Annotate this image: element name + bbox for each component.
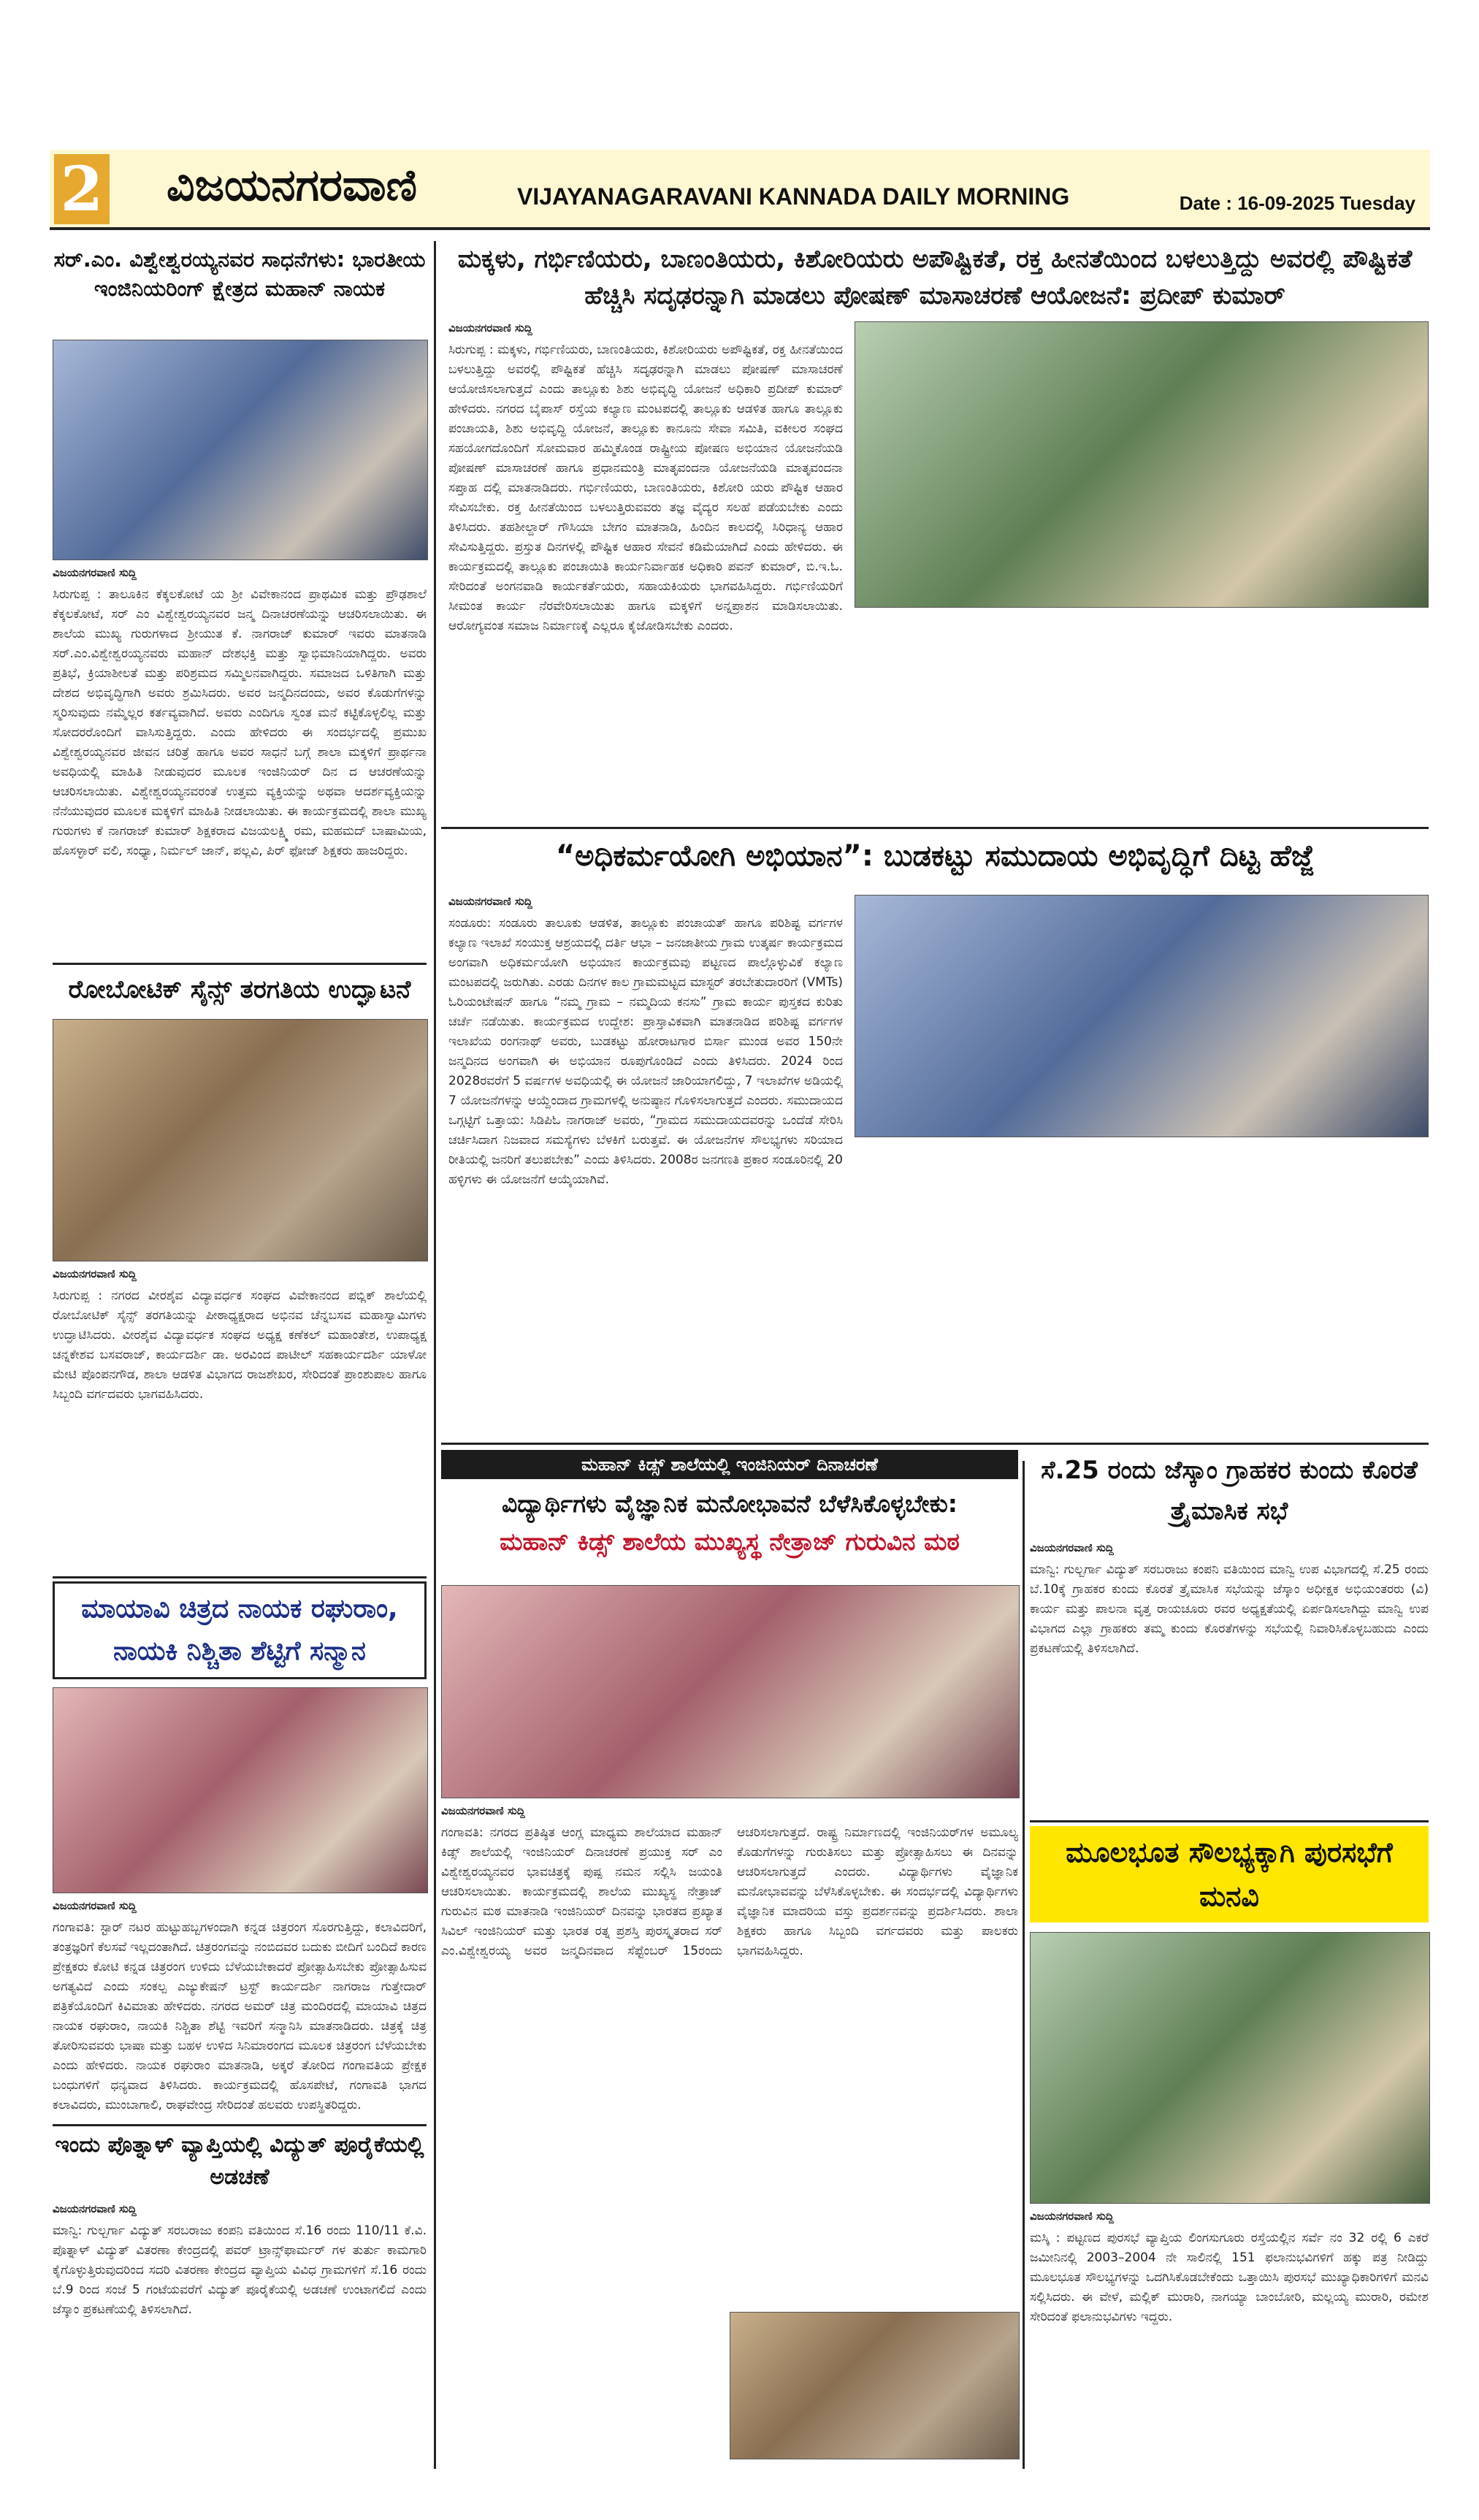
section-divider (53, 1576, 427, 1578)
headline: “ಅಧಿಕರ್ಮಯೋಗಿ ಅಭಿಯಾನ”: ಬುಡಕಟ್ಟು ಸಮುದಾಯ ಅಭಿವೃದ್ಧಿಗೆ ದಿಟ್ಟ ಹೆಜ್ಜೆ (555, 839, 1315, 873)
headline: ಸರ್.ಎಂ. ವಿಶ್ವೇಶ್ವರಯ್ಯನವರ ಸಾಧನೆಗಳು: ಭಾರತೀಯ ಇಂಜಿನಿಯರಿಂಗ್ ಕ್ಷೇತ್ರದ ಮಹಾನ್ ನಾಯಕ (53, 247, 426, 301)
masthead (50, 150, 1430, 230)
article-body: ಮಸ್ಕಿ : ಪಟ್ಟಣದ ಪುರಸಭೆ ವ್ಯಾಪ್ತಿಯ ಲಿಂಗಸುಗೂರು ರಸ್ತೆಯಲ್ಲಿನ ಸರ್ವೆ ನಂ 32 ರಲ್ಲಿ 6 ಎಕರೆ ಜಮೀನಿನಲ್ಲಿ 2003–2004 ನೇ ಸಾಲಿನಲ್ಲಿ 151 ಫಲಾನುಭವಿಗಳಿಗೆ ಹಕ್ಕು ಪತ್ರ ನೀಡಿದ್ದು ಮೂಲಭೂತ ಸೌಲಭ್ಯಗಳನ್ನು ಒದಗಿಸಿಕೊಡಬೇಕೆಂದು ಒತ್ತಾಯಿಸಿ ಪುರಸಭೆ ಮುಖ್ಯಾಧಿಕಾರಿಗಳಿಗೆ ಮನವಿ ಸಲ್ಲಿಸಿದರು. ಈ ವೇಳೆ, ಮಲ್ಲಿಕ್ ಮುರಾರಿ, ನಾಗಯ್ಯಾ ಬಾಂಬೋರಿ, ಮಲ್ಲಯ್ಯ ಮುರಾರಿ, ರಮೇಶ ಸೇರಿದಂತೆ ಫಲಾನುಭವಿಗಳು ಇದ್ದರು. (1030, 2231, 1429, 2324)
article-robotic-science (53, 968, 427, 1574)
byline: ವಿಜಯನಗರವಾಣಿ ಸುದ್ದಿ (53, 2202, 137, 2215)
column-rule (434, 241, 436, 2469)
photo-poshan-event (855, 321, 1429, 608)
article-body: ಮಾನ್ವಿ: ಗುಲ್ಬರ್ಗಾ ವಿದ್ಯುತ್ ಸರಬರಾಜು ಕಂಪನಿ ವತಿಯಿಂದ ಸೆ.16 ರಂದು 110/11 ಕೆ.ವಿ. ಪೊತ್ನಾಳ್ ವಿದ್ಯುತ್ ವಿತರಣಾ ಕೇಂದ್ರದಲ್ಲಿ ಪವರ್ ಟ್ರಾನ್ಸ್‌ಫಾರ್ಮರ್ ಗಳ ತುರ್ತು ಕಾಮಗಾರಿ ಕೈಗೊಳ್ಳುತ್ತಿರುವುದರಿಂದ ಸದರಿ ವಿತರಣಾ ಕೇಂದ್ರದ ವ್ಯಾಪ್ತಿಯ ವಿವಿಧ ಗ್ರಾಮಗಳಿಗೆ ಸೆ.16 ರಂದು ಬೆ.9 ರಿಂದ ಸಂಜೆ 5 ಗಂಟೆಯವರೆಗೆ ವಿದ್ಯುತ್ ಪೂರೈಕೆಯಲ್ಲಿ ಅಡಚಣೆ ಉಂಟಾಗಲಿದೆ ಎಂದು ಜೆಸ್ಕಾಂ ಪ್ರಕಟಣೆಯಲ್ಲಿ ತಿಳಿಸಲಾಗಿದೆ. (53, 2223, 427, 2317)
byline: ವಿಜಯನಗರವಾಣಿ ಸುದ್ದಿ (1030, 1541, 1114, 1554)
section-divider (1030, 1820, 1429, 1822)
photo-students-seated (730, 2312, 1020, 2459)
article-body: ಸಿರುಗುಪ್ಪ : ತಾಲೂಕಿನ ಕೆಕ್ಕಲಕೋಟೆ ಯ ಶ್ರೀ ವಿವೇಕಾನಂದ ಪ್ರಾಥಮಿಕ ಮತ್ತು ಪ್ರೌಢಶಾಲೆ ಕೆಕ್ಕಲಕೋಟೆ, ಸರ್ ಎಂ ವಿಶ್ವೇಶ್ವರಯ್ಯನವರ ಜನ್ಮ ದಿನಾಚರಣೆಯನ್ನು ಆಚರಿಸಲಾಯಿತು. ಈ ಶಾಲೆಯ ಮುಖ್ಯ ಗುರುಗಳಾದ ಶ್ರೀಯುತ ಕೆ. ನಾಗರಾಜ್ ಕುಮಾರ್ ಇವರು ಮಾತನಾಡಿ ಸರ್.ಎಂ.ವಿಶ್ವೇಶ್ವರಯ್ಯನವರು ಮಹಾನ್ ದೇಶಭಕ್ತಿ ಮತ್ತು ಸ್ವಾಭಿಮಾನಿಯಾಗಿದ್ದರು. ಅವರು ಪ್ರತಿಭೆ, ಕ್ರಿಯಾಶೀಲತೆ ಮತ್ತು ಪರಿಶ್ರಮದ ಸಮ್ಮಿಲನವಾಗಿದ್ದರು. ಸಮಾಜದ ಒಳಿತಿಗಾಗಿ ಮತ್ತು ದೇಶದ ಅಭಿವೃದ್ಧಿಗಾಗಿ ಅವರು ಶ್ರಮಿಸಿದರು. ಅವರ ಜನ್ಮದಿನದಂದು, ಅವರ ಕೊಡುಗೆಗಳನ್ನು ಸ್ಮರಿಸುವುದು ನಮ್ಮೆಲ್ಲರ ಕರ್ತವ್ಯವಾಗಿದೆ. ಅವರು ಎಂದಿಗೂ ಸ್ವಂತ ಮನೆ ಕಟ್ಟಿಕೊಳ್ಳಲಿಲ್ಲ ಮತ್ತು ಸೋದರರೊಂದಿಗೆ ವಾಸಿಸುತ್ತಿದ್ದರು. ಎಂದು ಹೇಳಿದರು ಈ ಸಂದರ್ಭದಲ್ಲಿ ಪ್ರಮುಖ ವಿಶ್ವೇಶ್ವರಯ್ಯನವರ ಜೀವನ ಚರಿತ್ರೆ ಹಾಗೂ ಅವರ ಸಾಧನೆ ಬಗ್ಗೆ ಶಾಲಾ ಮಕ್ಕಳಿಗೆ ಪ್ರಾರ್ಥನಾ ಅವಧಿಯಲ್ಲಿ ಮಾಹಿತಿ ನೀಡುವುದರ ಮೂಲಕ ಇಂಜಿನಿಯರ್ ದಿನ ದ ಆಚರಣೆಯನ್ನು ಆಚರಿಸಲಾಯಿತು. ವಿಶ್ವೇಶ್ವರಯ್ಯನವರಂತೆ ಉತ್ತಮ ವ್ಯಕ್ತಿಯನ್ನು ಅಥವಾ ಆದರ್ಶವ್ಯಕ್ತಿಯನ್ನು ನೆನೆಯುವುದರ ಮೂಲಕ ಮಕ್ಕಳಿಗೆ ಮಾಹಿತಿ ನೀಡಲಾಯಿತು. ಈ ಕಾರ್ಯಕ್ರಮದಲ್ಲಿ ಶಾಲಾ ಮುಖ್ಯ ಗುರುಗಳು ಕೆ ನಾಗರಾಜ್ ಕುಮಾರ್ ಶಿಕ್ಷಕರಾದ ವಿಜಯಲಕ್ಷ್ಮಿ ರಮ, ಮಹಮದ್ ಬಾಷಾಮಿಯ, ಹೊಸಳ್ಳಾರ್ ವಲಿ, ಸಂಧ್ಯಾ, ನಿರ್ಮಲ್ ಜಾನ್, ಪಲ್ಲವಿ, ಪಿರ್ ಫೋಜ್ ಶಿಕ್ಷಕರು ಹಾಜರಿದ್ದರು. (53, 587, 427, 858)
headline: ಸೆ.25 ರಂದು ಜೆಸ್ಕಾಂ ಗ್ರಾಹಕರ ಕುಂದು ಕೊರತೆ ತ್ರೈಮಾಸಿಕ ಸಭೆ (1041, 1456, 1418, 1526)
headline: ಮಕ್ಕಳು, ಗರ್ಭಿಣಿಯರು, ಬಾಣಂತಿಯರು, ಕಿಶೋರಿಯರು ಅಪೌಷ್ಟಿಕತೆ, ರಕ್ತ ಹೀನತೆಯಿಂದ ಬಳಲುತ್ತಿದ್ದು ಅವರಲ್ಲಿ ಪೌಷ್ಟಿಕತೆ ಹೆಚ್ಚಿಸಿ ಸದೃಢರನ್ನಾಗಿ ಮಾಡಲು ಪೋಷಣ್ ಮಾಸಾಚರಣೆ ಆಯೋಜನೆ: ಪ್ರದೀಪ್ ಕುಮಾರ್ (457, 245, 1413, 310)
section-divider (441, 1443, 1429, 1445)
byline: ವಿಜಯನಗರವಾಣಿ ಸುದ್ದಿ (1030, 2210, 1114, 2223)
photo-robotic-class (53, 1019, 428, 1261)
paper-name-english: VIJAYANAGARAVANI KANNADA DAILY MORNING (517, 183, 1070, 210)
byline: ವಿಜಯನಗರವಾಣಿ ಸುದ್ದಿ (53, 566, 137, 579)
article-mayavi-film (53, 1581, 427, 2122)
photo-students (53, 340, 428, 560)
section-divider (53, 963, 427, 965)
article-gescom-meeting (1030, 1450, 1429, 1815)
photo-memorandum (1030, 1932, 1430, 2204)
article-visvesvaraya (53, 245, 427, 961)
headline: ಮಾಯಾವಿ ಚಿತ್ರದ ನಾಯಕ ರಘುರಾಂ, ನಾಯಕಿ ನಿಶ್ಚಿತಾ ಶೆಟ್ಟಿಗೆ ಸನ್ಮಾನ (53, 1581, 427, 1679)
photo-school-event (441, 1585, 1020, 1798)
tagline: ಮಹಾನ್ ಕಿಡ್ಸ್ ಶಾಲೆಯಲ್ಲಿ ಇಂಜಿನಿಯರ್ ದಿನಾಚರಣೆ (441, 1450, 1018, 1479)
headline: ವಿದ್ಯಾರ್ಥಿಗಳು ವೈಜ್ಞಾನಿಕ ಮನೋಭಾವನೆ ಬೆಳೆಸಿಕೊಳ್ಳಬೇಕು: (501, 1489, 958, 1518)
section-divider (441, 827, 1429, 829)
photo-campaign-launch (855, 895, 1429, 1137)
photo-felicitation (53, 1687, 428, 1893)
byline: ವಿಜಯನಗರವಾಣಿ ಸುದ್ದಿ (448, 895, 532, 908)
headline: ಇಂದು ಪೊತ್ನಾಳ್ ವ್ಯಾಪ್ತಿಯಲ್ಲಿ ವಿದ್ಯುತ್ ಪೂರೈಕೆಯಲ್ಲಿ ಅಡಚಣೆ (55, 2132, 424, 2190)
byline: ವಿಜಯನಗರವಾಣಿ ಸುದ್ದಿ (448, 321, 532, 335)
byline: ವಿಜಯನಗರವಾಣಿ ಸುದ್ದಿ (53, 1267, 137, 1280)
article-body: ಮಾನ್ವಿ: ಗುಲ್ಬರ್ಗಾ ವಿದ್ಯುತ್ ಸರಬರಾಜು ಕಂಪನಿ ವತಿಯಿಂದ ಮಾನ್ವಿ ಉಪ ವಿಭಾಗದಲ್ಲಿ ಸೆ.25 ರಂದು ಬೆ.10ಕ್ಕೆ ಗ್ರಾಹಕರ ಕುಂದು ಕೊರತೆ ತ್ರೈಮಾಸಿಕ ಸಭೆಯನ್ನು ಜೆಸ್ಕಾಂ ಅಧೀಕ್ಷಕ ಅಭಿಯಂತರರು (ವಿ) ಕಾರ್ಯ ಮತ್ತು ಪಾಲನಾ ವೃತ್ತ ರಾಯಚೂರು ರವರ ಅಧ್ಯಕ್ಷತೆಯಲ್ಲಿ ಏರ್ಪಡಿಸಲಾಗಿದ್ದು ಮಾನ್ವಿ ಉಪ ವಿಭಾಗದ ಎಲ್ಲಾ ಗ್ರಾಹಕರು ತಮ್ಮ ಕುಂದು ಕೊರತೆಗಳನ್ನು ಸಭೆಯಲ್ಲಿ ನಿವಾರಿಸಿಕೊಳ್ಳಬಹುದು ಎಂದು ಪ್ರಕಟಣೆಯಲ್ಲಿ ತಿಳಿಸಲಾಗಿದೆ. (1030, 1562, 1429, 1656)
column-rule (1023, 1461, 1025, 2469)
issue-date: Date : 16-09-2025 Tuesday (1179, 192, 1415, 214)
sub-headline: ಮಹಾನ್ ಕಿಡ್ಸ್ ಶಾಲೆಯ ಮುಖ್ಯಸ್ಥ ನೇತ್ರಾಜ್ ಗುರುವಿನ ಮಠ (500, 1527, 960, 1556)
article-basic-facilities (1030, 1826, 1429, 2469)
article-body: ಸಿರುಗುಪ್ಪ : ನಗರದ ವೀರಶೈವ ವಿದ್ಯಾವರ್ಧಕ ಸಂಘದ ವಿವೇಕಾನಂದ ಪಬ್ಲಿಕ್ ಶಾಲೆಯಲ್ಲಿ ರೋಬೋಟಿಕ್ ಸೈನ್ಸ್ ತರಗತಿಯನ್ನು ಪೀಠಾಧ್ಯಕ್ಷರಾದ ಅಭಿನವ ಚೆನ್ನಬಸವ ಮಹಾಸ್ವಾಮಿಗಳು ಉದ್ಘಾಟಿಸಿದರು. ವೀರಶೈವ ವಿದ್ಯಾವರ್ಧಕ ಸಂಘದ ಅಧ್ಯಕ್ಷ ಕಣೆಕಲ್ ಮಹಾಂತೇಶ, ಉಪಾಧ್ಯಕ್ಷ ಚನ್ನಕೇಶವ ಬಸವರಾಜ್, ಕಾರ್ಯದರ್ಶಿ ಡಾ. ಅರವಿಂದ ಪಾಟೀಲ್ ಸಹಕಾರ್ಯದರ್ಶಿ ಯಾಳೋ ಮೇಟಿ ಪೊಂಪನಗೌಡ, ಶಾಲಾ ಆಡಳಿತ ವಿಭಾಗದ ರಾಜಶೇಖರ, ಸೇರಿದಂತೆ ಪ್ರಾಂಶುಪಾಲ ಹಾಗೂ ಸಿಬ್ಬಂದಿ ವರ್ಗದವರು ಭಾಗವಹಿಸಿದರು. (53, 1288, 427, 1402)
paper-name-kannada: ವಿಜಯನಗರವಾಣಿ (167, 160, 418, 211)
section-divider (53, 2124, 427, 2126)
article-body: ಗಂಗಾವತಿ: ನಗರದ ಪ್ರತಿಷ್ಠಿತ ಆಂಗ್ಲ ಮಾಧ್ಯಮ ಶಾಲೆಯಾದ ಮಹಾನ್ ಕಿಡ್ಸ್ ಶಾಲೆಯಲ್ಲಿ ಇಂಜಿನಿಯರ್ ದಿನಾಚರಣೆ ಪ್ರಯುಕ್ತ ಸರ್ ಎಂ ವಿಶ್ವೇಶ್ವರಯ್ಯನವರ ಭಾವಚಿತ್ರಕ್ಕೆ ಪುಷ್ಪ ನಮನ ಸಲ್ಲಿಸಿ ಜಯಂತಿ ಆಚರಿಸಲಾಯಿತು. ಕಾರ್ಯಕ್ರಮದಲ್ಲಿ ಶಾಲೆಯ ಮುಖ್ಯಸ್ಥ ನೇತ್ರಾಜ್ ಗುರುವಿನ ಮಠ ಮಾತನಾಡಿ ಇಂಜಿನಿಯರ್ ದಿನವನ್ನು ಭಾರತದ ಪ್ರಖ್ಯಾತ ಸಿವಿಲ್ ಇಂಜಿನಿಯರ್ ಮತ್ತು ಭಾರತ ರತ್ನ ಪ್ರಶಸ್ತಿ ಪುರಸ್ಕೃತರಾದ ಸರ್ ಎಂ.ವಿಶ್ವೇಶ್ವರಯ್ಯ ಅವರ ಜನ್ಮದಿನವಾದ ಸೆಪ್ಟೆಂಬರ್ 15ರಂದು ಆಚರಿಸಲಾಗುತ್ತದೆ. ರಾಷ್ಟ್ರ ನಿರ್ಮಾಣದಲ್ಲಿ ಇಂಜಿನಿಯರ್‌ಗಳ ಅಮೂಲ್ಯ ಕೊಡುಗೆಗಳನ್ನು ಗುರುತಿಸಲು ಮತ್ತು ಪ್ರೋತ್ಸಾಹಿಸಲು ಈ ದಿನವನ್ನು ಆಚರಿಸಲಾಗುತ್ತದೆ ಎಂದರು. ವಿದ್ಯಾರ್ಥಿಗಳು ವೈಜ್ಞಾನಿಕ ಮನೋಭಾವವನ್ನು ಬೆಳೆಸಿಕೊಳ್ಳಬೇಕು. ಈ ಸಂದರ್ಭದಲ್ಲಿ ವಿದ್ಯಾರ್ಥಿಗಳು ವೈಜ್ಞಾನಿಕ ಮಾದರಿಯ ವಸ್ತು ಪ್ರದರ್ಶನವನ್ನು ಪ್ರದರ್ಶಿಸಿದರು. ಶಾಲಾ ಶಿಕ್ಷಕರು ಹಾಗೂ ಸಿಬ್ಬಂದಿ ವರ್ಗದವರು ಮತ್ತು ಪಾಲಕರು ಭಾಗವಹಿಸಿದ್ದರು. (441, 1825, 1018, 1958)
byline: ವಿಜಯನಗರವಾಣಿ ಸುದ್ದಿ (441, 1804, 525, 1817)
article-engineer-day (441, 1450, 1018, 2469)
article-power-outage (53, 2129, 427, 2465)
page-number: 2 (54, 154, 110, 224)
article-body: ಸಿರುಗುಪ್ಪ : ಮಕ್ಕಳು, ಗರ್ಭಿಣಿಯರು, ಬಾಣಂತಿಯರು, ಕಿಶೋರಿಯರು ಅಪೌಷ್ಟಿಕತೆ, ರಕ್ತ ಹೀನತೆಯಿಂದ ಬಳಲುತ್ತಿದ್ದು ಅವರಲ್ಲಿ ಪೌಷ್ಟಿಕತೆ ಹೆಚ್ಚಿಸಿ ಸದೃಢರನ್ನಾಗಿ ಮಾಡಲು ಪೋಷಣ್ ಮಾಸಾಚರಣೆ ಆಯೋಜಿಸಲಾಗುತ್ತದೆ ಎಂದು ತಾಲ್ಲೂಕು ಶಿಶು ಅಭಿವೃದ್ಧಿ ಯೋಜನೆ ಅಧಿಕಾರಿ ಪ್ರದೀಪ್ ಕುಮಾರ್ ಹೇಳಿದರು. ನಗರದ ಬೈಪಾಸ್ ರಸ್ತೆಯ ಕಲ್ಯಾಣ ಮಂಟಪದಲ್ಲಿ ತಾಲ್ಲೂಕು ಆಡಳಿತ ಹಾಗೂ ತಾಲ್ಲೂಕು ಪಂಚಾಯತಿ, ಶಿಶು ಅಭಿವೃದ್ಧಿ ಯೋಜನೆ, ತಾಲ್ಲೂಕು ಕಾನೂನು ಸೇವಾ ಸಮಿತಿ, ವಕೀಲರ ಸಂಘದ ಸಹಯೋಗದೊಂದಿಗೆ ಸೋಮವಾರ ಹಮ್ಮಿಕೊಂಡ ರಾಷ್ಟ್ರೀಯ ಪೋಷಣ ಅಭಿಯಾನ ಯೋಜನೆಯಡಿ ಪೋಷಣ್ ಮಾಸಾಚರಣೆ ಹಾಗೂ ಪ್ರಧಾನಮಂತ್ರಿ ಮಾತೃವಂದನಾ ಯೋಜನೆಯಡಿ ಮಾತೃವಂದನಾ ಸಪ್ತಾಹ ದಲ್ಲಿ ಮಾತನಾಡಿದರು. ಗರ್ಭಿಣಿಯರು, ಬಾಣಂತಿಯರು, ಕಿಶೋರಿ ಯರು ಪೌಷ್ಟಿಕ ಆಹಾರ ಸೇವಿಸಬೇಕು. ರಕ್ತ ಹೀನತೆಯಿಂದ ಬಳಲುತ್ತಿರುವವರು ತಜ್ಞ ವೈದ್ಯರ ಸಲಹೆ ಪಡೆಯಬೇಕು ಎಂದು ತಿಳಿಸಿದರು. ತಹಶೀಲ್ದಾರ್ ಗೌಸಿಯಾ ಬೇಗಂ ಮಾತನಾಡಿ, ಹಿಂದಿನ ಕಾಲದಲ್ಲಿ ಸಿರಿಧಾನ್ಯ ಆಹಾರ ಸೇವಿಸುತ್ತಿದ್ದರು. ಪ್ರಸ್ತುತ ದಿನಗಳಲ್ಲಿ ಪೌಷ್ಟಿಕ ಆಹಾರ ಸೇವನೆ ಕಡಿಮೆಯಾಗಿದೆ ಎಂದು ಹೇಳಿದರು. ಈ ಕಾರ್ಯಕ್ರಮದಲ್ಲಿ ತಾಲ್ಲೂಕು ಪಂಚಾಯಿತಿ ಕಾರ್ಯನಿರ್ವಾಹಕ ಅಧಿಕಾರಿ ಪವನ್ ಕುಮಾರ್, ಬಿ.ಇ.ಓ. ಸೇರಿದಂತೆ ಅಂಗನವಾಡಿ ಕಾರ್ಯಕರ್ತೆಯರು, ಸಹಾಯಕಿಯರು ಭಾಗವಹಿಸಿದ್ದರು. ಗರ್ಭಿಣಿಯರಿಗೆ ಸೀಮಂತ ಕಾರ್ಯ ನೆರವೇರಿಸಲಾಯಿತು ಹಾಗೂ ಮಕ್ಕಳಿಗೆ ಅನ್ನಪ್ರಾಶನ ಮಾಡಿಸಲಾಯಿತು. ಆರೋಗ್ಯವಂತ ಸಮಾಜ ನಿರ್ಮಾಣಕ್ಕೆ ಎಲ್ಲರೂ ಕೈಜೋಡಿಸಬೇಕು ಎಂದರು. (448, 343, 843, 633)
article-body: ಸಂಡೂರು: ಸಂಡೂರು ತಾಲೂಕು ಆಡಳಿತ, ತಾಲ್ಲೂಕು ಪಂಚಾಯತ್ ಹಾಗೂ ಪರಿಶಿಷ್ಟ ವರ್ಗಗಳ ಕಲ್ಯಾಣ ಇಲಾಖೆ ಸಂಯುಕ್ತ ಆಶ್ರಯದಲ್ಲಿ ದರ್ತಿ ಆಭಾ – ಜನಜಾತೀಯ ಗ್ರಾಮ ಉತ್ಕರ್ಷ ಕಾರ್ಯಕ್ರಮದ ಅಂಗವಾಗಿ ಅಧಿಕರ್ಮಯೋಗಿ ಅಭಿಯಾನ ಕಾರ್ಯಕ್ರಮವು ಪಟ್ಟಣದ ಪಾಲ್ಗೊಳ್ಳುವಿಕೆ ಕಲ್ಯಾಣ ಮಂಟಪದಲ್ಲಿ ಜರುಗಿತು. ಎರಡು ದಿನಗಳ ಕಾಲ ಗ್ರಾಮಮಟ್ಟದ ಮಾಸ್ಟರ್ ತರಬೇತುದಾರರಿಗೆ (VMTs) ಓರಿಯಂಟೇಷನ್ ಹಾಗೂ “ನಮ್ಮ ಗ್ರಾಮ – ನಮ್ಮದಿಯ ಕನಸು” ಗ್ರಾಮ ಕಾರ್ಯ ಪುಸ್ತಕದ ಕುರಿತು ಚರ್ಚೆ ನಡೆಯಿತು. ಕಾರ್ಯಕ್ರಮದ ಉದ್ದೇಶ: ಪ್ರಾಸ್ತಾವಿಕವಾಗಿ ಮಾತನಾಡಿದ ಪರಿಶಿಷ್ಟ ವರ್ಗಗಳ ಇಲಾಖೆಯ ರಂಗನಾಥ್ ಅವರು, ಬುಡಕಟ್ಟು ಹೋರಾಟಗಾರ ಬಿರ್ಸಾ ಮುಂಡ ಅವರ 150ನೇ ಜನ್ಮದಿನದ ಅಂಗವಾಗಿ ಈ ಅಭಿಯಾನ ರೂಪುಗೊಂಡಿದೆ ಎಂದು ತಿಳಿಸಿದರು. 2024 ರಿಂದ 2028ರವರೆಗೆ 5 ವರ್ಷಗಳ ಅವಧಿಯಲ್ಲಿ ಈ ಯೋಜನೆ ಜಾರಿಯಾಗಲಿದ್ದು, 7 ಇಲಾಖೆಗಳ ಅಡಿಯಲ್ಲಿ 7 ಯೋಜನೆಗಳನ್ನು ಆಯ್ದೆಂದಾದ ಗ್ರಾಮಗಳಲ್ಲಿ ಅನುಷ್ಠಾನ ಗೊಳಿಸಲಾಗುತ್ತದೆ ಎಂದರು. ಸಮುದಾಯದ ಒಗ್ಗಟ್ಟಿಗೆ ಒತ್ತಾಯ: ಸಿಡಿಪಿಓ ನಾಗರಾಜ್ ಅವರು, “ಗ್ರಾಮದ ಸಮುದಾಯದವರನ್ನು ಒಂದೆಡೆ ಸೇರಿಸಿ ಚರ್ಚಿಸಿದಾಗ ನಿಜವಾದ ಸಮಸ್ಯೆಗಳು ಬೆಳಕಿಗೆ ಬರುತ್ತವೆ. ಈ ಯೋಜನೆಗಳ ಸೌಲಭ್ಯಗಳು ಸರಿಯಾದ ರೀತಿಯಲ್ಲಿ ಜನರಿಗೆ ತಲುಪಬೇಕು” ಎಂದು ತಿಳಿಸಿದರು. 2008ರ ಜನಗಣತಿ ಪ್ರಕಾರ ಸಂಡೂರಿನಲ್ಲಿ 20 ಹಳ್ಳಿಗಳು ಈ ಯೋಜನೆಗೆ ಆಯ್ಕೆಯಾಗಿವೆ. (448, 916, 843, 1187)
article-poshan-masacharane (441, 241, 1429, 825)
article-adhikarmayogi (441, 833, 1429, 1439)
byline: ವಿಜಯನಗರವಾಣಿ ಸುದ್ದಿ (53, 1899, 137, 1912)
article-body: ಗಂಗಾವತಿ: ಸ್ಟಾರ್ ನಟರ ಹುಟ್ಟುಹಬ್ಬಗಳಂದಾಗಿ ಕನ್ನಡ ಚಿತ್ರರಂಗ ಸೊರಗುತ್ತಿದ್ದು, ಕಲಾವಿದರಿಗೆ, ತಂತ್ರಜ್ಞರಿಗೆ ಕೆಲಸವೆ ಇಲ್ಲದಂತಾಗಿದೆ. ಚಿತ್ರರಂಗವನ್ನು ನಂಬಿದವರ ಬದುಕು ಬೀದಿಗೆ ಬಂದಿದೆ ಕಾರಣ ಪ್ರೇಕ್ಷಕರು ಕೋಟಿ ಕನ್ನಡ ಚಿತ್ರರಂಗ ಉಳಿದು ಬೆಳೆಯಬೇಕಾದರೆ ಪ್ರೋತ್ಸಾಹಿಸಬೇಕು ಪ್ರೋತ್ಸಾಹಿಸುವ ಅಗತ್ಯವಿದೆ ಎಂದು ಸಂಕಲ್ಪ ಎಜ್ಯುಕೇಷನ್ ಟ್ರಸ್ಟ್ ಕಾರ್ಯದರ್ಶಿ ನಾಗರಾಜ ಗುತ್ತೇದಾರ್ ಪತ್ರಿಕೆಯೊಂದಿಗೆ ಕಿವಿಮಾತು ಹೇಳಿದರು. ನಗರದ ಅಮರ್ ಚಿತ್ರ ಮಂದಿರದಲ್ಲಿ ಮಾಯಾವಿ ಚಿತ್ರದ ನಾಯಕ ರಘುರಾಂ, ನಾಯಕಿ ನಿಶ್ಚಿತಾ ಶೆಟ್ಟಿ ಇವರಿಗೆ ಸನ್ಮಾನಿಸಿ ಮಾತನಾಡಿದರು. ಚಿತ್ರಕ್ಕೆ ಚಿತ್ರ ತೋರಿಸುವವರು ಭಾಷಾ ಮತ್ತು ಬಹಳ ಉಳಿದ ಸಿನಿಮಾರಂಗದ ಮೂಲಕ ಚಿತ್ರರಂಗ ಬೆಳೆಯಬೇಕು ಎಂದು ಹೇಳಿದರು. ನಾಯಕ ರಘುರಾಂ ಮಾತನಾಡಿ, ಅಕ್ಕರೆ ತೋರಿದ ಗಂಗಾವತಿಯ ಪ್ರೇಕ್ಷಕ ಬಂಧುಗಳಿಗೆ ಧನ್ಯವಾದ ತಿಳಿಸಿದರು. ಕಾರ್ಯಕ್ರಮದಲ್ಲಿ ಹೊಸಪೇಟೆ, ಗಂಗಾವತಿ ಭಾಗದ ಕಲಾವಿದರು, ಮುಂಬಾಗಾಲಿ, ರಾಘವೇಂದ್ರ ಸೇರಿದಂತೆ ಹಲವರು ಉಪಸ್ಥಿತರಿದ್ದರು. (53, 1920, 427, 2112)
headline: ಮೂಲಭೂತ ಸೌಲಭ್ಯಕ್ಕಾಗಿ ಪುರಸಭೆಗೆ ಮನವಿ (1030, 1826, 1429, 1923)
headline: ರೋಬೋಟಿಕ್ ಸೈನ್ಸ್ ತರಗತಿಯ ಉದ್ಘಾಟನೆ (68, 975, 411, 1004)
